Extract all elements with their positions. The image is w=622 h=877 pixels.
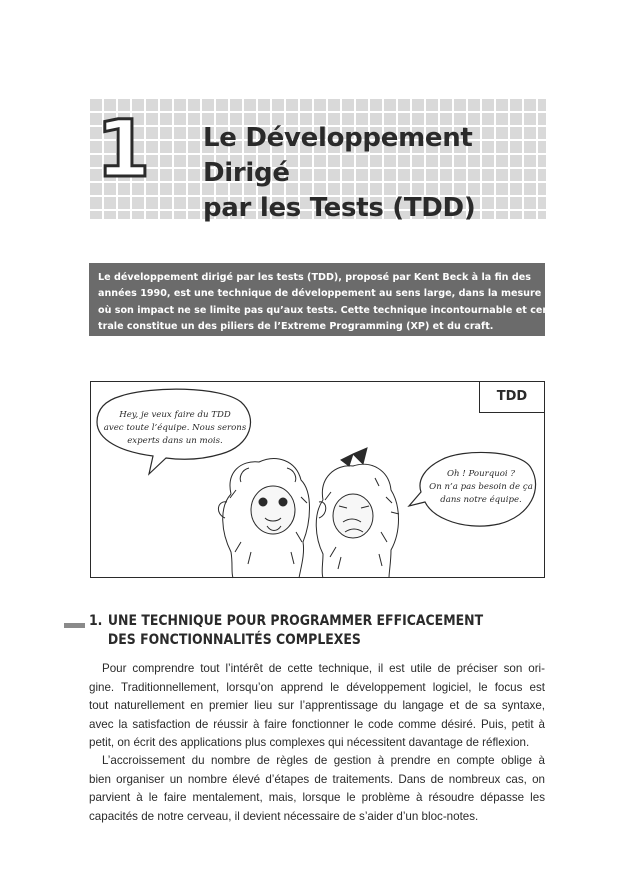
intro-line: années 1990, est une technique de développement au sens large, dans la mesure [98, 288, 542, 300]
bubble-line: avec toute l’équipe. Nous serons [103, 423, 247, 433]
body-paragraph [89, 752, 545, 826]
chapter-title-line: Le Développement Dirigé [203, 123, 473, 188]
chapter-title-line: par les Tests (TDD) [203, 193, 476, 223]
bubble-line: Oh ! Pourquoi ? [446, 469, 516, 479]
right-monkey-drawing [316, 448, 399, 578]
left-bubble-text [99, 409, 251, 448]
paragraph-line: parvient à le faire mentalement, mais, lorsque le problème à résoudre dépasse les [89, 791, 545, 805]
paragraph-line: L’accroissement du nombre de règles de gestion à prendre en compte oblige à [102, 754, 545, 767]
bubble-line: On n’a pas besoin de ça [429, 482, 533, 492]
chapter-intro-box [89, 263, 554, 336]
paragraph-line: avec la satisfaction de réussir à faire fonctionner le code comme désiré. Puis, petit à [89, 717, 545, 731]
paragraph-line: bien organiser un nombre élevé d’étapes de traitements. Dans de nombreux cas, on [89, 772, 545, 786]
intro-line: trale constitue un des piliers de l’Extreme Programming (XP) et du craft. [98, 320, 494, 332]
bubble-line: Hey, je veux faire du TDD [119, 410, 231, 420]
intro-line: Le développement dirigé par les tests (TDD), proposé par Kent Beck à la fin des [98, 272, 531, 283]
paragraph-line: Pour comprendre tout l’intérêt de cette technique, il est utile de préciser son ori- [102, 662, 545, 675]
section-title-line: DES FONCTIONNALITÉS COMPLEXES [107, 632, 361, 648]
paragraph-line: gine. Traditionnellement, lorsqu’on apprend le développement logiciel, le focus est [89, 680, 545, 694]
bubble-line: experts dans un mois. [127, 436, 223, 446]
bubble-line: dans notre équipe. [440, 495, 522, 505]
chapter-title [203, 121, 543, 226]
paragraph-line: petit, on écrit des applications plus complexes qui nécessitent davantage de réflexion. [89, 736, 530, 750]
chapter-number: 1 [96, 105, 151, 195]
left-monkey-drawing [218, 459, 325, 578]
intro-line: où son impact ne se limite pas qu’aux tests. Cette technique incontournable et cen- [98, 304, 554, 316]
paragraph-line: capacités de notre cerveau, il devient nécessaire de s’aider d’un bloc-notes. [89, 809, 479, 823]
section-heading [89, 612, 485, 650]
section-title-line: UNE TECHNIQUE POUR PROGRAMMER EFFICACEMENT [107, 613, 484, 629]
section-marker-bar [64, 623, 85, 628]
comic-tag-label: TDD [479, 381, 545, 413]
right-bubble-text [427, 468, 535, 507]
paragraph-line: tout naturellement en premier lieu sur l’apprentissage du langage et de sa syntaxe, [89, 699, 545, 713]
body-paragraph [89, 660, 545, 753]
comic-illustration [90, 381, 545, 578]
section-number: 1. [89, 613, 103, 629]
